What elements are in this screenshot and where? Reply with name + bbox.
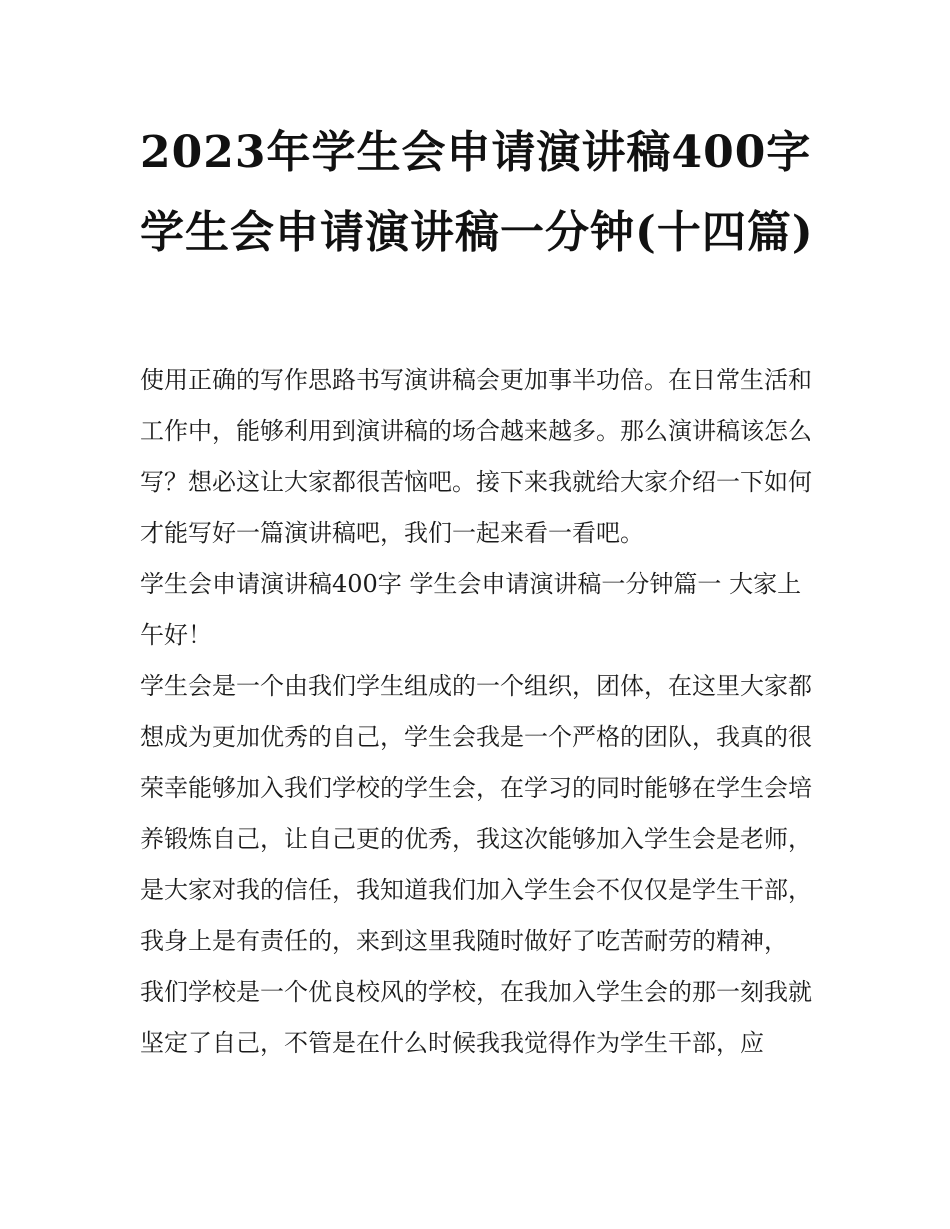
paragraph-heading-greeting: 学生会申请演讲稿400字 学生会申请演讲稿一分钟篇一 大家上午好！ [140,570,802,649]
document-body [140,355,820,1069]
paragraph-student-union: 学生会是一个由我们学生组成的一个组织，团体，在这里大家都想成为更加优秀的自己，学生会我是一个严格的团队，我真的很荣幸能够加入我们学校的学生会，在学习的同时能够在学生会培养锻炼自己，让自己更的优秀，我这次能够加入学生会是老师，是大家对我的信任，我知道我们加入学生会不仅仅是学生干部，我身上是有责任的，来到这里我随时做好了吃苦耐劳的精神， [140,672,812,955]
paragraph-intro: 使用正确的写作思路书写演讲稿会更加事半功倍。在日常生活和工作中，能够利用到演讲稿的场合越来越多。那么演讲稿该怎么写？想必这让大家都很苦恼吧。接下来我就给大家介绍一下如何才能写好一篇演讲稿吧，我们一起来看一看吧。 [140,366,812,547]
paragraph-school: 我们学校是一个优良校风的学校，在我加入学生会的那一刻我就坚定了自己，不管是在什么时候我我觉得作为学生干部，应 [140,978,812,1057]
document-title: 2023年学生会申请演讲稿400字 学生会申请演讲稿一分钟(十四篇) [140,127,814,258]
